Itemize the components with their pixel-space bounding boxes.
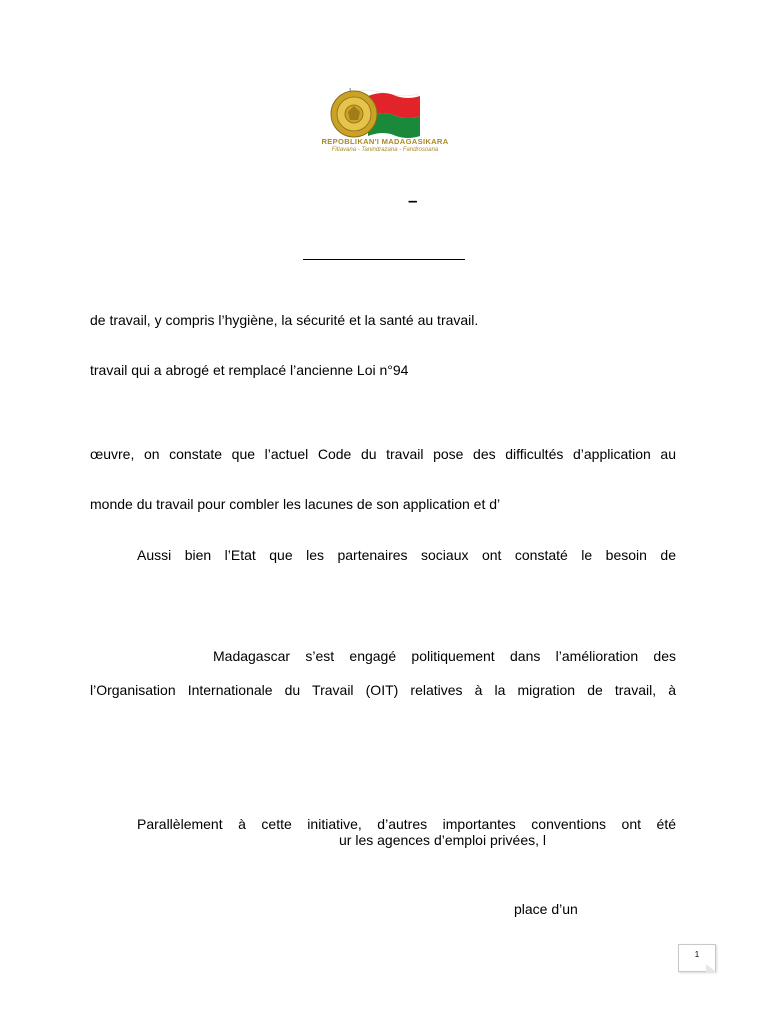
emblem-motto: Fitiavana - Tanindrazana - Fandrosoana <box>331 147 439 153</box>
header-dash: – <box>408 191 418 210</box>
text-line: l’Organisation Internationale du Travail (OIT) relatives à la migration de travail, à <box>90 682 676 698</box>
text-line: Aussi bien l’Etat que les partenaires sociaux ont constaté le besoin de <box>137 547 676 563</box>
text-line: monde du travail pour combler les lacunes de son application et d’ <box>90 496 501 512</box>
seal-and-flag-icon <box>292 86 478 138</box>
page-number-box <box>678 944 716 972</box>
text-line: Madagascar s’est engagé politiquement dans l’amélioration des <box>213 648 676 664</box>
text-line: œuvre, on constate que l’actuel Code du travail pose des difficultés d’application au <box>90 446 676 462</box>
text-line: place d’un <box>514 901 578 917</box>
emblem-name: REPOBLIKAN'I MADAGASIKARA <box>321 137 449 146</box>
text-line: travail qui a abrogé et remplacé l’ancienne Loi n°94 <box>90 362 409 378</box>
text-line: ur les agences d’emploi privées, l <box>339 832 546 848</box>
header-rule <box>303 259 465 260</box>
text-line: Parallèlement à cette initiative, d’autres importantes conventions ont été <box>137 816 676 832</box>
republic-emblem <box>292 86 478 166</box>
page-number: 1 <box>694 950 700 959</box>
text-line: de travail, y compris l’hygiène, la sécurité et la santé au travail. <box>90 312 479 328</box>
page-fold-icon <box>706 964 716 972</box>
